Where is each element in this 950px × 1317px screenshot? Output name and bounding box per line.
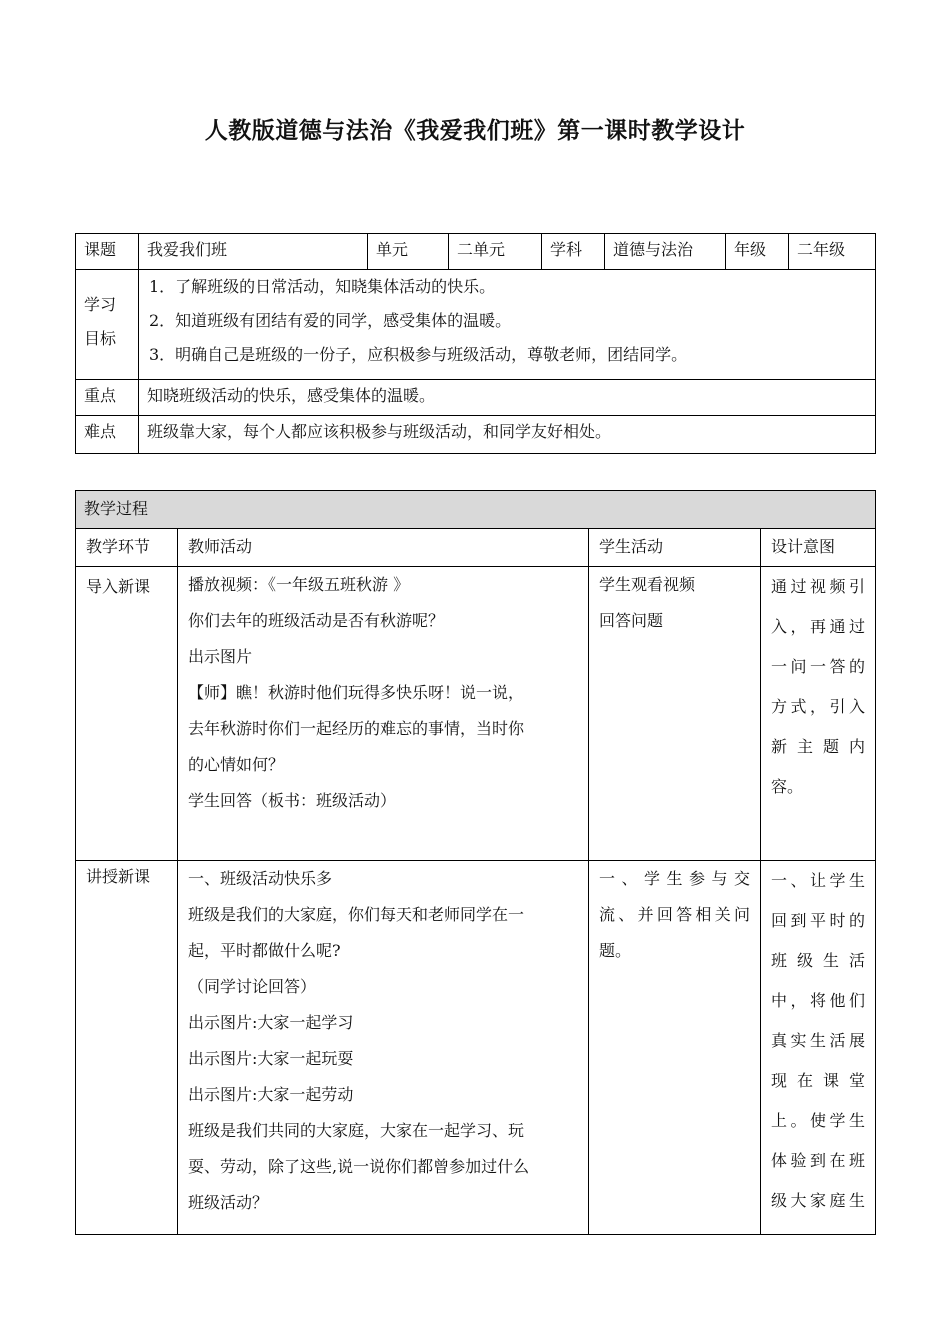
student-line: 题。 bbox=[599, 941, 632, 960]
design-line: 级大家庭生 bbox=[771, 1191, 866, 1210]
process-row-teaching bbox=[76, 861, 876, 1235]
label-goals-line2: 目标 bbox=[84, 329, 117, 348]
process-header: 教学过程 bbox=[76, 491, 876, 529]
teacher-line: 一、班级活动快乐多 bbox=[188, 869, 333, 888]
document-title: 人教版道德与法治《我爱我们班》第一课时教学设计 bbox=[204, 117, 746, 144]
design-line: 通过视频引 bbox=[771, 577, 866, 596]
goal-item: 2．知道班级有团结有爱的同学，感受集体的温暖。 bbox=[149, 311, 512, 330]
teacher-line: 班级是我们共同的大家庭，大家在一起学习、玩 bbox=[188, 1121, 525, 1140]
design-line: 一、让学生 bbox=[771, 871, 866, 890]
teacher-teaching bbox=[178, 861, 589, 1235]
design-line: 上。使学生 bbox=[771, 1111, 866, 1130]
label-unit: 单元 bbox=[368, 234, 449, 270]
teacher-line: 出示图片:大家一起玩耍 bbox=[188, 1049, 354, 1068]
design-line: 入，再通过 bbox=[771, 617, 866, 636]
difficulty-value: 班级靠大家，每个人都应该积极参与班级活动，和同学友好相处。 bbox=[139, 416, 876, 454]
student-intro bbox=[589, 567, 761, 861]
teacher-line: 【师】瞧！秋游时他们玩得多快乐呀！说一说， bbox=[188, 683, 525, 702]
student-line: 回答问题 bbox=[599, 611, 664, 630]
label-key: 重点 bbox=[76, 380, 139, 416]
unit-value: 二单元 bbox=[449, 234, 542, 270]
col-student: 学生活动 bbox=[589, 529, 761, 567]
label-goals-line1: 学习 bbox=[84, 295, 117, 314]
teacher-line: 出示图片 bbox=[188, 647, 253, 666]
teacher-line: 班级是我们的大家庭，你们每天和老师同学在一 bbox=[188, 905, 525, 924]
design-teaching bbox=[761, 861, 876, 1235]
label-goals bbox=[76, 270, 139, 380]
grade-value: 二年级 bbox=[789, 234, 876, 270]
label-topic: 课题 bbox=[76, 234, 139, 270]
col-teacher: 教师活动 bbox=[178, 529, 589, 567]
col-design: 设计意图 bbox=[761, 529, 876, 567]
design-line: 中，将他们 bbox=[771, 991, 866, 1010]
student-line: 流、并回答相关问 bbox=[599, 905, 750, 924]
teacher-line: 出示图片:大家一起劳动 bbox=[188, 1085, 354, 1104]
design-line: 一问一答的 bbox=[771, 657, 866, 676]
teacher-line: （同学讨论回答） bbox=[188, 977, 317, 996]
design-line: 容。 bbox=[771, 777, 804, 796]
design-line: 新主题内 bbox=[771, 737, 866, 756]
teacher-line: 的心情如何？ bbox=[188, 755, 285, 774]
process-row-intro bbox=[76, 567, 876, 861]
goal-item: 1．了解班级的日常活动，知晓集体活动的快乐。 bbox=[149, 277, 496, 296]
col-stage: 教学环节 bbox=[76, 529, 178, 567]
teacher-line: 耍、劳动，除了这些,说一说你们都曾参加过什么 bbox=[188, 1157, 530, 1176]
info-row-key bbox=[76, 380, 876, 416]
design-line: 回到平时的 bbox=[771, 911, 866, 930]
teacher-intro bbox=[178, 567, 589, 861]
teacher-line: 播放视频：《一年级五班秋游 》 bbox=[188, 575, 410, 594]
label-difficulty: 难点 bbox=[76, 416, 139, 454]
info-row-topic bbox=[76, 234, 876, 270]
goal-item: 3．明确自己是班级的一份子，应积极参与班级活动，尊敬老师，团结同学。 bbox=[149, 345, 688, 364]
student-teaching bbox=[589, 861, 761, 1235]
info-row-goals bbox=[76, 270, 876, 380]
process-columns-row bbox=[76, 529, 876, 567]
label-subject: 学科 bbox=[542, 234, 605, 270]
subject-value: 道德与法治 bbox=[605, 234, 726, 270]
teacher-line: 学生回答（板书：班级活动） bbox=[188, 791, 397, 810]
teaching-process-table bbox=[75, 490, 876, 1235]
lesson-info-table bbox=[75, 233, 876, 454]
teacher-line: 出示图片:大家一起学习 bbox=[188, 1013, 354, 1032]
student-line: 学生观看视频 bbox=[599, 575, 696, 594]
goals-list bbox=[139, 270, 876, 380]
topic-value: 我爱我们班 bbox=[139, 234, 368, 270]
teacher-line: 起，平时都做什么呢? bbox=[188, 941, 341, 960]
design-line: 方式，引入 bbox=[771, 697, 866, 716]
label-grade: 年级 bbox=[726, 234, 789, 270]
stage-teaching: 讲授新课 bbox=[76, 861, 178, 1235]
stage-intro: 导入新课 bbox=[76, 567, 178, 861]
design-line: 体验到在班 bbox=[771, 1151, 866, 1170]
teacher-line: 去年秋游时你们一起经历的难忘的事情，当时你 bbox=[188, 719, 525, 738]
teacher-line: 你们去年的班级活动是否有秋游呢？ bbox=[188, 611, 445, 630]
process-header-row bbox=[76, 491, 876, 529]
student-line: 一、学生参与交 bbox=[599, 869, 750, 888]
info-row-difficulty bbox=[76, 416, 876, 454]
design-intro bbox=[761, 567, 876, 861]
design-line: 班级生活 bbox=[771, 951, 866, 970]
key-value: 知晓班级活动的快乐，感受集体的温暖。 bbox=[139, 380, 876, 416]
design-line: 现在课堂 bbox=[771, 1071, 866, 1090]
design-line: 真实生活展 bbox=[771, 1031, 866, 1050]
teacher-line: 班级活动？ bbox=[188, 1193, 269, 1212]
